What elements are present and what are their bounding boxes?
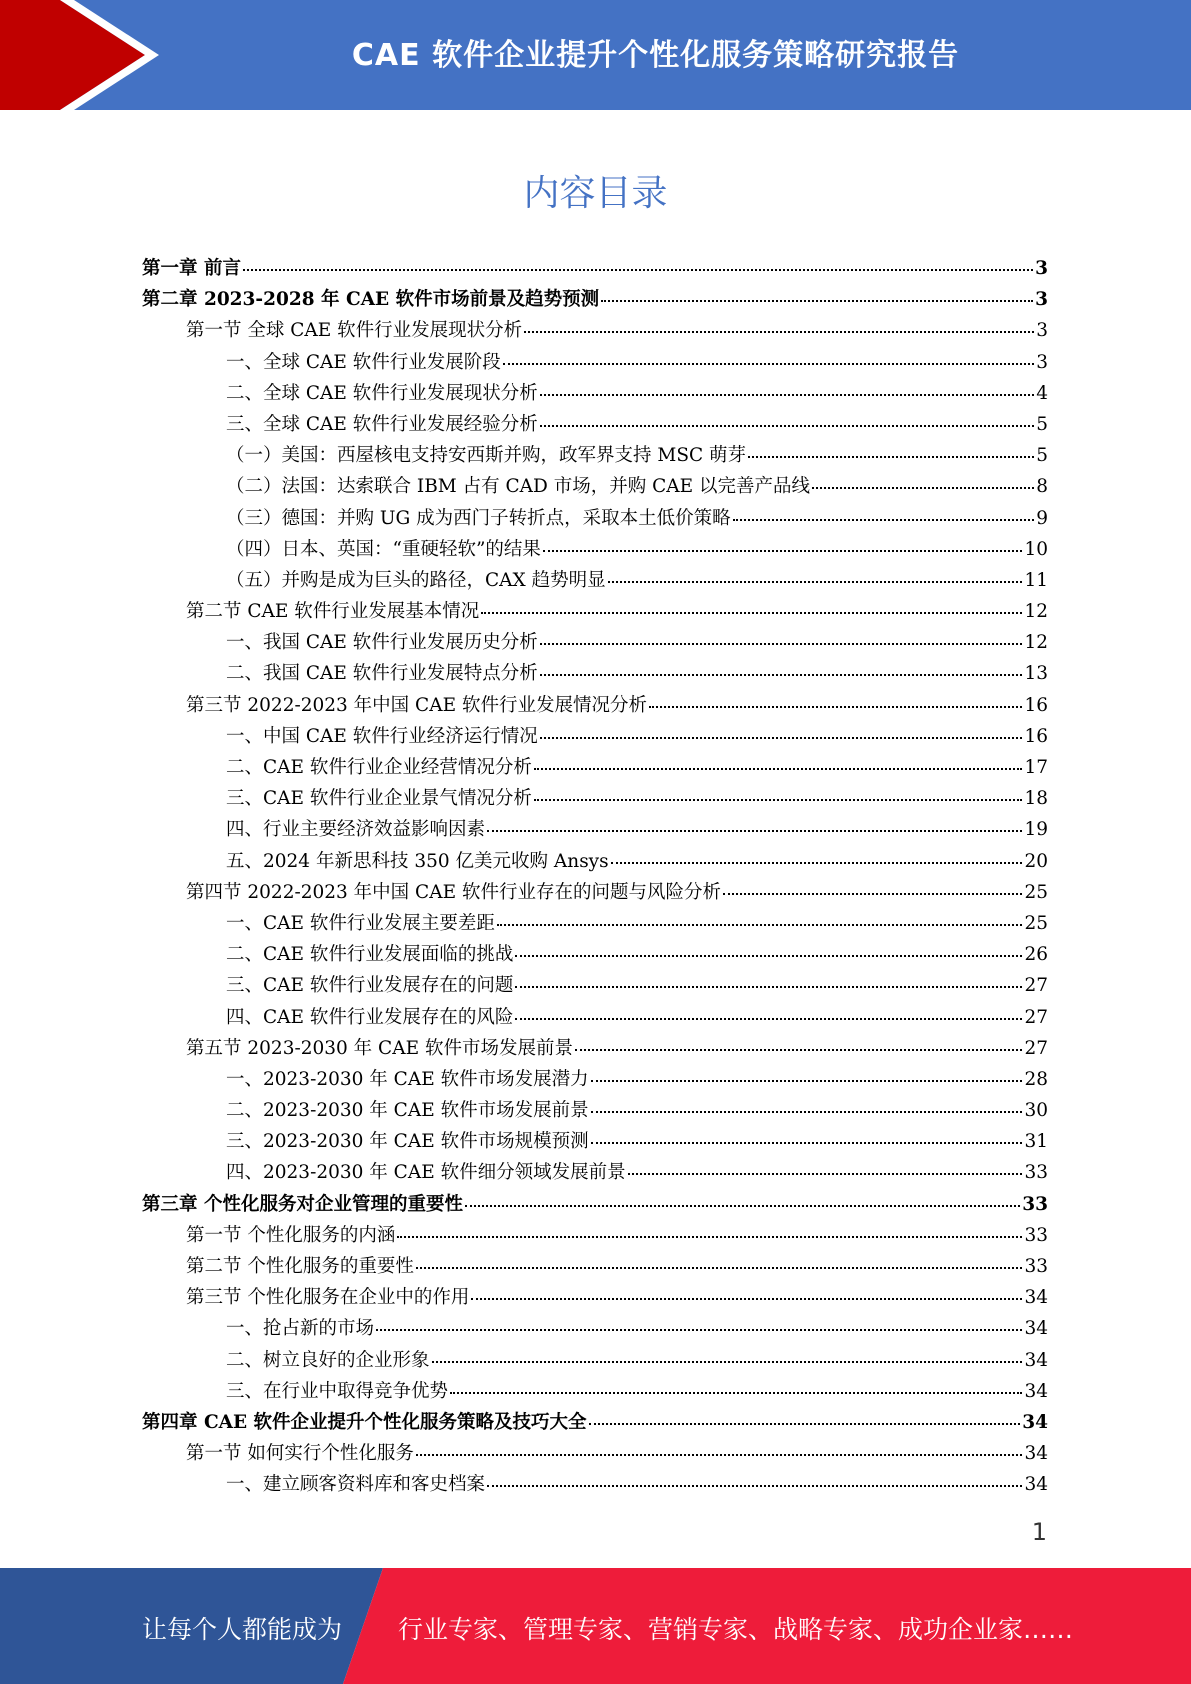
- toc-entry-title: 二、CAE 软件行业发展面临的挑战: [226, 944, 514, 966]
- toc-dot-leader: [524, 330, 1034, 333]
- toc-entry[interactable]: [142, 1158, 1048, 1189]
- toc-entry-page: 31: [1024, 1131, 1048, 1153]
- toc-entry-title: 一、全球 CAE 软件行业发展阶段: [226, 351, 501, 373]
- toc-entry-title: （四）日本、英国：“重硬轻软”的结果: [226, 538, 541, 560]
- toc-entry-page: 34: [1022, 1411, 1048, 1433]
- toc-entry-title: 第三节 2022-2023 年中国 CAE 软件行业发展情况分析: [186, 694, 647, 716]
- toc-entry[interactable]: [142, 909, 1048, 940]
- toc-dot-leader: [487, 1484, 1022, 1487]
- toc-entry-page: 3: [1035, 258, 1048, 279]
- toc-entry-title: 一、建立顾客资料库和客史档案: [226, 1474, 486, 1496]
- footer-slogan-right: 行业专家、管理专家、营销专家、战略专家、成功企业家……: [398, 1615, 1074, 1644]
- toc-dot-leader: [534, 767, 1023, 770]
- toc-dot-leader: [534, 798, 1023, 801]
- toc-dot-leader: [503, 362, 1034, 365]
- toc-entry-title: 一、抢占新的市场: [226, 1318, 375, 1340]
- toc-dot-leader: [515, 1017, 1022, 1020]
- toc-entry[interactable]: [142, 410, 1048, 441]
- toc-entry-title: 二、树立良好的企业形象: [226, 1349, 430, 1371]
- toc-entry-page: 5: [1036, 413, 1048, 435]
- toc-dot-leader: [748, 455, 1034, 458]
- toc-dot-leader: [471, 1297, 1022, 1300]
- toc-dot-leader: [540, 393, 1034, 396]
- toc-dot-leader: [575, 1048, 1022, 1051]
- toc-entry-page: 3: [1036, 320, 1048, 342]
- toc-entry-title: 五、2024 年新思科技 350 亿美元收购 Ansys: [226, 850, 609, 872]
- toc-entry-title: 一、CAE 软件行业发展主要差距: [226, 912, 495, 934]
- toc-entry-title: 三、2023-2030 年 CAE 软件市场规模预测: [226, 1131, 589, 1153]
- toc-dot-leader: [515, 954, 1022, 957]
- toc-entry-title: 二、我国 CAE 软件行业发展特点分析: [226, 663, 538, 685]
- report-title: CAE 软件企业提升个性化服务策略研究报告: [351, 38, 960, 73]
- toc-entry-title: 一、中国 CAE 软件行业经济运行情况: [226, 725, 538, 747]
- toc-entry-page: 8: [1036, 476, 1048, 498]
- header-band: [0, 0, 1191, 110]
- toc-dot-leader: [733, 518, 1035, 521]
- toc-entry-title: 三、CAE 软件行业企业景气情况分析: [226, 788, 532, 810]
- toc-dot-leader: [628, 1172, 1023, 1175]
- toc-entry-title: 第二节 CAE 软件行业发展基本情况: [186, 601, 480, 623]
- toc-entry-title: 第四章 CAE 软件企业提升个性化服务策略及技巧大全: [142, 1411, 587, 1433]
- toc-entry-page: 30: [1024, 1100, 1048, 1122]
- toc-entry-title: 三、CAE 软件行业发展存在的问题: [226, 975, 514, 997]
- toc-entry[interactable]: [142, 753, 1048, 784]
- toc-entry-page: 5: [1036, 445, 1048, 467]
- toc-dot-leader: [540, 673, 1023, 676]
- page-number: 1: [1031, 1518, 1047, 1546]
- toc-entry-page: 3: [1035, 289, 1048, 311]
- toc-entry[interactable]: [142, 659, 1048, 690]
- toc-entry-page: 25: [1024, 912, 1048, 934]
- toc-entry-title: 第一节 全球 CAE 软件行业发展现状分析: [186, 320, 523, 342]
- toc-entry-page: 3: [1036, 351, 1048, 373]
- toc-entry-title: 一、我国 CAE 软件行业发展历史分析: [226, 632, 538, 654]
- toc-entry[interactable]: [142, 1065, 1048, 1096]
- toc-entry[interactable]: [142, 628, 1048, 659]
- toc-entry[interactable]: [142, 597, 1048, 628]
- toc-dot-leader: [723, 892, 1022, 895]
- toc-dot-leader: [416, 1266, 1023, 1269]
- toc-entry[interactable]: [142, 847, 1048, 878]
- toc-entry-page: 19: [1024, 819, 1048, 841]
- toc-entry[interactable]: [142, 940, 1048, 971]
- toc-entry-title: 三、全球 CAE 软件行业发展经验分析: [226, 413, 538, 435]
- toc-entry[interactable]: [142, 1283, 1048, 1314]
- toc-entry-title: 第三节 个性化服务在企业中的作用: [186, 1287, 470, 1309]
- toc-entry-title: 二、全球 CAE 软件行业发展现状分析: [226, 382, 538, 404]
- toc-entry[interactable]: [142, 441, 1048, 472]
- toc-entry[interactable]: [142, 971, 1048, 1002]
- toc-dot-leader: [540, 736, 1023, 739]
- toc-entry-page: 34: [1024, 1380, 1048, 1402]
- toc-entry[interactable]: [142, 784, 1048, 815]
- toc-dot-leader: [416, 1453, 1023, 1456]
- toc-dot-leader: [243, 268, 1033, 271]
- toc-dot-leader: [465, 1204, 1020, 1207]
- toc-entry-page: 34: [1024, 1318, 1048, 1340]
- toc-entry-page: 4: [1036, 382, 1048, 404]
- toc-entry-page: 26: [1024, 944, 1048, 966]
- toc-entry[interactable]: [142, 1034, 1048, 1065]
- toc-entry-title: （五）并购是成为巨头的路径，CAX 趋势明显: [226, 569, 606, 591]
- toc-dot-leader: [591, 1110, 1023, 1113]
- toc-entry[interactable]: [142, 316, 1048, 347]
- toc-entry-page: 16: [1024, 725, 1048, 747]
- toc-entry[interactable]: [142, 1439, 1048, 1470]
- toc-entry-title: 三、在行业中取得竞争优势: [226, 1380, 449, 1402]
- toc-entry-title: 第二章 2023-2028 年 CAE 软件市场前景及趋势预测: [142, 289, 600, 311]
- toc-entry-title: 二、CAE 软件行业企业经营情况分析: [226, 757, 532, 778]
- toc-dot-leader: [481, 611, 1022, 614]
- toc-entry-title: （三）德国：并购 UG 成为西门子转折点，采取本土低价策略: [226, 507, 731, 529]
- toc-dot-leader: [591, 1141, 1023, 1144]
- toc-dot-leader: [591, 1079, 1023, 1082]
- toc-entry-page: 25: [1024, 881, 1048, 903]
- toc-entry-page: 27: [1024, 1037, 1048, 1059]
- toc-entry-page: 28: [1024, 1068, 1048, 1090]
- toc-entry[interactable]: [142, 254, 1048, 285]
- toc-entry[interactable]: [142, 566, 1048, 597]
- toc-entry[interactable]: [142, 1221, 1048, 1252]
- toc-entry-page: 18: [1024, 788, 1048, 810]
- toc-dot-leader: [812, 486, 1034, 489]
- toc-entry-title: 第二节 个性化服务的重要性: [186, 1256, 414, 1277]
- toc-heading: 内容目录: [523, 173, 668, 214]
- toc-entry-page: 27: [1024, 975, 1048, 997]
- toc-entry[interactable]: [142, 1252, 1048, 1283]
- toc-dot-leader: [540, 424, 1034, 427]
- toc-dot-leader: [608, 580, 1023, 583]
- toc-entry-title: 四、CAE 软件行业发展存在的风险: [226, 1006, 514, 1028]
- toc-entry-page: 10: [1024, 538, 1048, 560]
- toc-entry-title: 第五节 2023-2030 年 CAE 软件市场发展前景: [186, 1037, 573, 1059]
- toc-dot-leader: [450, 1391, 1022, 1394]
- toc-entry[interactable]: [142, 535, 1048, 566]
- toc-entry-page: 16: [1024, 694, 1048, 716]
- toc-entry-page: 33: [1024, 1162, 1048, 1184]
- toc-entry-title: 第一节 如何实行个性化服务: [186, 1443, 414, 1465]
- toc-entry-page: 33: [1024, 1256, 1048, 1277]
- toc-entry[interactable]: [142, 878, 1048, 909]
- toc-entry-page: 34: [1024, 1443, 1048, 1465]
- toc-entry[interactable]: [142, 1314, 1048, 1345]
- toc-entry-page: 34: [1024, 1287, 1048, 1309]
- toc-entry[interactable]: [142, 722, 1048, 753]
- toc-entry[interactable]: [142, 1470, 1048, 1501]
- toc-entry[interactable]: [142, 815, 1048, 846]
- toc-entry[interactable]: [142, 1127, 1048, 1158]
- toc-entry[interactable]: [142, 285, 1048, 316]
- toc-entry-page: 17: [1024, 757, 1048, 778]
- toc-entry[interactable]: [142, 1346, 1048, 1377]
- toc-entry-page: 9: [1036, 507, 1048, 529]
- toc-entry-title: 第三章 个性化服务对企业管理的重要性: [142, 1193, 463, 1215]
- toc-dot-leader: [487, 829, 1022, 832]
- toc-entry[interactable]: [142, 1408, 1048, 1439]
- toc-entry-title: 四、行业主要经济效益影响因素: [226, 819, 486, 841]
- toc-dot-leader: [589, 1422, 1021, 1425]
- toc-dot-leader: [543, 549, 1023, 552]
- toc-entry-title: （二）法国：达索联合 IBM 占有 CAD 市场，并购 CAE 以完善产品线: [226, 476, 810, 498]
- toc-entry[interactable]: [142, 1377, 1048, 1408]
- toc-dot-leader: [515, 985, 1022, 988]
- toc-entry[interactable]: [142, 1003, 1048, 1034]
- toc-entry-title: 第四节 2022-2023 年中国 CAE 软件行业存在的问题与风险分析: [186, 881, 721, 903]
- toc-entry-page: 11: [1024, 569, 1048, 591]
- toc-dot-leader: [601, 299, 1033, 302]
- toc-entry-title: 第一章 前言: [142, 258, 241, 279]
- toc-entry[interactable]: [142, 504, 1048, 535]
- toc-entry[interactable]: [142, 472, 1048, 503]
- toc-entry-page: 34: [1024, 1474, 1048, 1496]
- toc-entry[interactable]: [142, 348, 1048, 379]
- footer-band: [0, 1568, 1191, 1684]
- toc-entry[interactable]: [142, 379, 1048, 410]
- toc-entry-page: 33: [1022, 1193, 1048, 1215]
- table-of-contents: [142, 254, 1048, 1502]
- toc-entry[interactable]: [142, 1190, 1048, 1221]
- toc-entry-title: 一、2023-2030 年 CAE 软件市场发展潜力: [226, 1068, 589, 1090]
- toc-entry-title: 二、2023-2030 年 CAE 软件市场发展前景: [226, 1100, 589, 1122]
- toc-entry-title: 四、2023-2030 年 CAE 软件细分领域发展前景: [226, 1162, 626, 1184]
- toc-entry-title: （一）美国：西屋核电支持安西斯并购，政军界支持 MSC 萌芽: [226, 445, 747, 467]
- toc-dot-leader: [376, 1328, 1022, 1331]
- toc-entry[interactable]: [142, 691, 1048, 722]
- toc-entry-page: 27: [1024, 1006, 1048, 1028]
- toc-dot-leader: [540, 642, 1023, 645]
- toc-entry-page: 33: [1024, 1224, 1048, 1246]
- toc-entry-page: 12: [1024, 632, 1048, 654]
- toc-entry-page: 12: [1024, 601, 1048, 623]
- toc-dot-leader: [649, 705, 1022, 708]
- toc-entry-title: 第一节 个性化服务的内涵: [186, 1224, 396, 1246]
- toc-dot-leader: [497, 923, 1023, 926]
- toc-dot-leader: [432, 1360, 1023, 1363]
- toc-dot-leader: [397, 1235, 1022, 1238]
- toc-entry-page: 20: [1024, 850, 1048, 872]
- toc-dot-leader: [611, 861, 1023, 864]
- toc-entry-page: 34: [1024, 1349, 1048, 1371]
- toc-entry[interactable]: [142, 1096, 1048, 1127]
- footer-slogan-left: 让每个人都能成为: [142, 1615, 343, 1644]
- toc-entry-page: 13: [1024, 663, 1048, 685]
